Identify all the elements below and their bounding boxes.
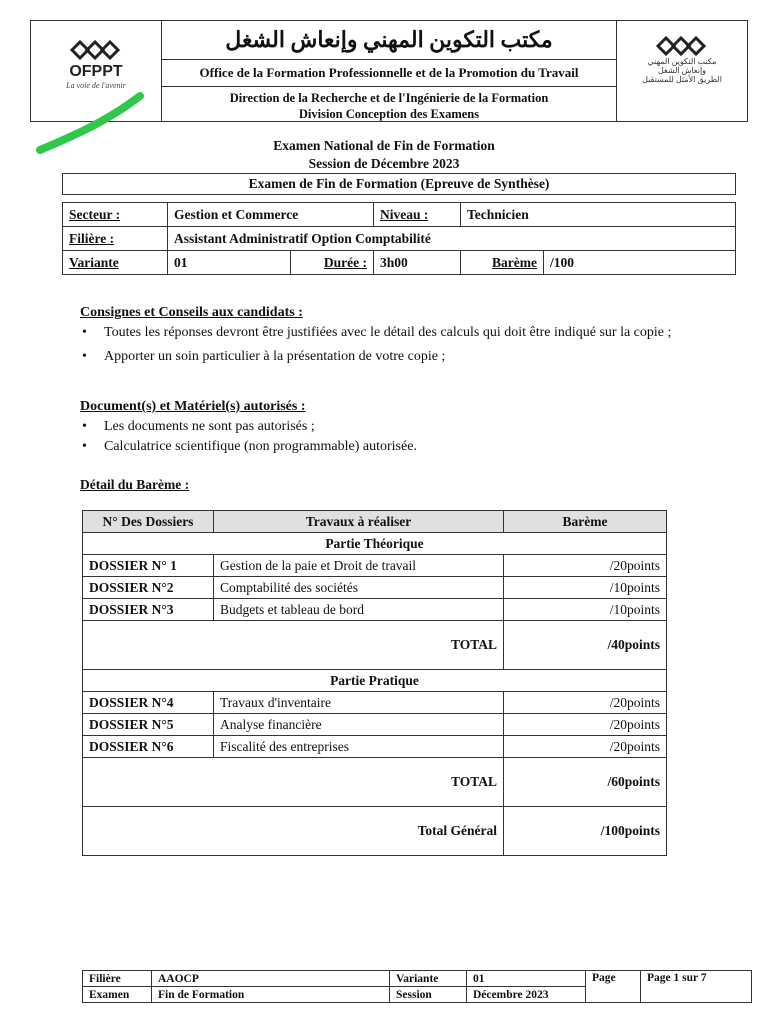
- total-label: TOTAL: [83, 621, 504, 670]
- footer-filiere-label: Filière: [83, 971, 152, 987]
- bareme-value: /100: [544, 251, 736, 275]
- exam-title: Examen National de Fin de Formation: [273, 138, 495, 153]
- secteur-value: Gestion et Commerce: [168, 203, 374, 227]
- dossier-cell: DOSSIER N°5: [83, 714, 214, 736]
- logo-arabic-3: الطريق الأمثل للمستقبل: [642, 75, 722, 84]
- consigne-item: • Toutes les réponses devront être justifiées avec le détail des calculs qui doit être indiqué sur la copie ;: [82, 323, 727, 343]
- document-item: • Calculatrice scientifique (non programmable) autorisée.: [82, 437, 727, 457]
- footer-examen-value: Fin de Formation: [152, 987, 390, 1003]
- arabic-title: مكتب التكوين المهني وإنعاش الشغل: [162, 21, 616, 60]
- ofppt-logo-right: [621, 25, 743, 115]
- filiere-label: Filière :: [63, 227, 168, 251]
- documents-title: Document(s) et Matériel(s) autorisés :: [80, 399, 306, 414]
- duree-label: Durée :: [291, 251, 374, 275]
- dossier-cell: DOSSIER N°6: [83, 736, 214, 758]
- points-cell: /10points: [504, 577, 667, 599]
- points-cell: /20points: [504, 714, 667, 736]
- travail-cell: Analyse financière: [214, 714, 504, 736]
- page-footer: [82, 970, 752, 1003]
- total-value: /40points: [504, 621, 667, 670]
- total-general-label: Total Général: [83, 807, 504, 856]
- part-theorique-row: [83, 533, 667, 555]
- consignes-title: Consignes et Conseils aux candidats :: [80, 305, 303, 320]
- exam-session: Session de Décembre 2023: [308, 156, 460, 171]
- logo-arabic-1: مكتب التكوين المهني: [647, 57, 717, 66]
- letterhead-titles: [161, 21, 617, 121]
- consignes-list: [82, 323, 727, 367]
- info-row-filiere: [63, 227, 736, 251]
- part-pratique-row: [83, 670, 667, 692]
- total-value: /60points: [504, 758, 667, 807]
- col-dossiers: N° Des Dossiers: [83, 511, 214, 533]
- info-row-variante: [63, 251, 736, 275]
- bareme-title: Détail du Barème :: [80, 477, 190, 492]
- bareme-table: [82, 510, 667, 856]
- points-cell: /10points: [504, 599, 667, 621]
- ofppt-emblem-icon: [656, 35, 708, 57]
- col-travaux: Travaux à réaliser: [214, 511, 504, 533]
- total-pratique-row: [83, 758, 667, 807]
- niveau-value: Technicien: [461, 203, 736, 227]
- total-general-row: [83, 807, 667, 856]
- points-cell: /20points: [504, 692, 667, 714]
- variante-label: Variante: [63, 251, 168, 275]
- table-row: [83, 736, 667, 758]
- dossier-cell: DOSSIER N° 1: [83, 555, 214, 577]
- points-cell: /20points: [504, 555, 667, 577]
- travail-cell: Comptabilité des sociétés: [214, 577, 504, 599]
- bareme-label: Barème: [461, 251, 544, 275]
- footer-examen-label: Examen: [83, 987, 152, 1003]
- travail-cell: Budgets et tableau de bord: [214, 599, 504, 621]
- duree-value: 3h00: [374, 251, 461, 275]
- table-row: [83, 692, 667, 714]
- secteur-label: Secteur :: [63, 203, 168, 227]
- variante-value: 01: [168, 251, 291, 275]
- footer-row: [83, 971, 752, 987]
- table-row: [83, 599, 667, 621]
- bareme-header-row: [83, 511, 667, 533]
- footer-filiere-value: AAOCP: [152, 971, 390, 987]
- part-pratique: Partie Pratique: [83, 670, 667, 692]
- filiere-value: Assistant Administratif Option Comptabilité: [168, 227, 736, 251]
- exam-info-table: [62, 202, 736, 275]
- total-theorique-row: [83, 621, 667, 670]
- niveau-label: Niveau :: [374, 203, 461, 227]
- dossier-cell: DOSSIER N°4: [83, 692, 214, 714]
- total-label: TOTAL: [83, 758, 504, 807]
- col-bareme: Barème: [504, 511, 667, 533]
- part-theorique: Partie Théorique: [83, 533, 667, 555]
- total-general-value: /100points: [504, 807, 667, 856]
- logo-slogan: La voie de l'avenir: [66, 81, 126, 90]
- travail-cell: Gestion de la paie et Droit de travail: [214, 555, 504, 577]
- footer-page-value: Page 1 sur 7: [641, 971, 752, 1003]
- division-line: Division Conception des Examens: [298, 107, 480, 121]
- footer-variante-label: Variante: [390, 971, 467, 987]
- exam-type-box: Examen de Fin de Formation (Epreuve de Synthèse): [62, 173, 736, 195]
- ofppt-emblem-icon: [70, 39, 122, 61]
- document-item: • Les documents ne sont pas autorisés ;: [82, 417, 727, 437]
- travail-cell: Fiscalité des entreprises: [214, 736, 504, 758]
- documents-list: [82, 417, 727, 457]
- footer-session-label: Session: [390, 987, 467, 1003]
- info-row-secteur: [63, 203, 736, 227]
- logo-arabic-2: وإنعاش الشغل: [657, 66, 707, 75]
- logo-text: OFPPT: [69, 63, 123, 80]
- table-row: [83, 555, 667, 577]
- direction-name: [162, 87, 616, 122]
- table-row: [83, 714, 667, 736]
- dossier-cell: DOSSIER N°2: [83, 577, 214, 599]
- footer-session-value: Décembre 2023: [467, 987, 586, 1003]
- table-row: [83, 577, 667, 599]
- direction-line: Direction de la Recherche et de l'Ingénierie de la Formation: [229, 91, 549, 105]
- footer-page-label: Page: [586, 971, 641, 1003]
- footer-variante-value: 01: [467, 971, 586, 987]
- points-cell: /20points: [504, 736, 667, 758]
- consigne-item: • Apporter un soin particulier à la présentation de votre copie ;: [82, 347, 727, 367]
- travail-cell: Travaux d'inventaire: [214, 692, 504, 714]
- dossier-cell: DOSSIER N°3: [83, 599, 214, 621]
- office-name: Office de la Formation Professionnelle et de la Promotion du Travail: [162, 60, 616, 87]
